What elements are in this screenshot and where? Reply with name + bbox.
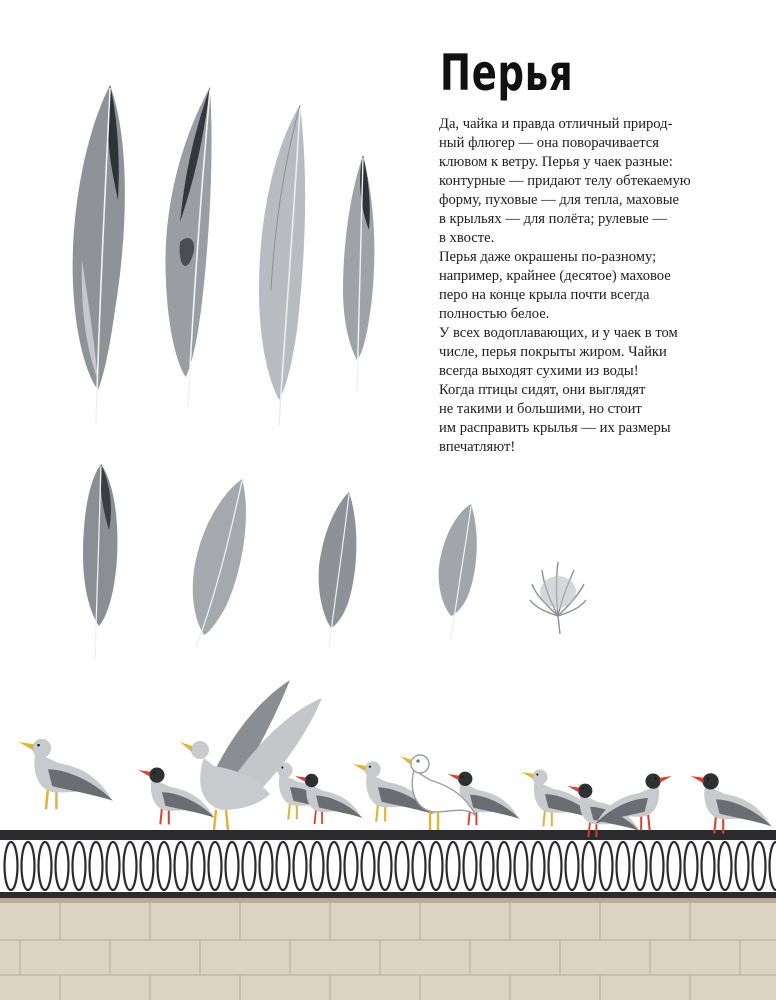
text-line: ный флюгер — она поворачивается <box>439 135 659 151</box>
seagull-icon <box>19 739 114 809</box>
contour-feather-icon <box>305 488 365 653</box>
text-line: впечатляют! <box>439 439 516 455</box>
text-line: форму, пуховые — для тепла, маховые <box>439 192 680 208</box>
stone-embankment-icon <box>0 898 776 1000</box>
text-line: Да, чайка и правда отличный природ- <box>439 116 673 132</box>
white-primary-feather-icon <box>245 100 315 430</box>
contour-feather-icon <box>425 500 485 645</box>
contour-feather-icon <box>75 460 125 660</box>
text-line: Когда птицы сидят, они выглядят <box>439 382 646 398</box>
flight-feather-icon <box>333 150 383 395</box>
text-line: клювом к ветру. Перья у чаек разные: <box>439 154 673 170</box>
flight-feather-icon <box>60 80 130 430</box>
text-line: в крыльях — для полёта; рулевые — <box>439 211 667 227</box>
text-line: Перья даже окрашены по-разному; <box>439 249 657 265</box>
flight-feather-icon <box>150 82 220 412</box>
railing-icon <box>0 830 776 898</box>
text-line: в хвосте. <box>439 230 495 246</box>
contour-feather-icon <box>180 475 255 650</box>
text-line: им расправить крылья — их размеры <box>439 420 671 436</box>
text-line: числе, перья покрыты жиром. Чайки <box>439 344 667 360</box>
text-line: перо на конце крыла почти всегда <box>439 287 650 303</box>
text-line: полностью белое. <box>439 306 550 322</box>
body-text <box>439 115 759 457</box>
text-line: всегда выходят сухими из воды! <box>439 363 639 379</box>
page-title: Перья <box>440 44 574 102</box>
seagull-icon <box>691 773 772 833</box>
text-line: контурные — придают телу обтекаемую <box>439 173 691 189</box>
text-line: например, крайнее (десятое) маховое <box>439 268 671 284</box>
text-line: У всех водоплавающих, и у чаек в том <box>439 325 678 341</box>
seagulls-on-railing-illustration <box>0 670 776 1000</box>
down-feather-icon <box>528 556 588 636</box>
text-line: не такими и большими, но стоит <box>439 401 642 417</box>
